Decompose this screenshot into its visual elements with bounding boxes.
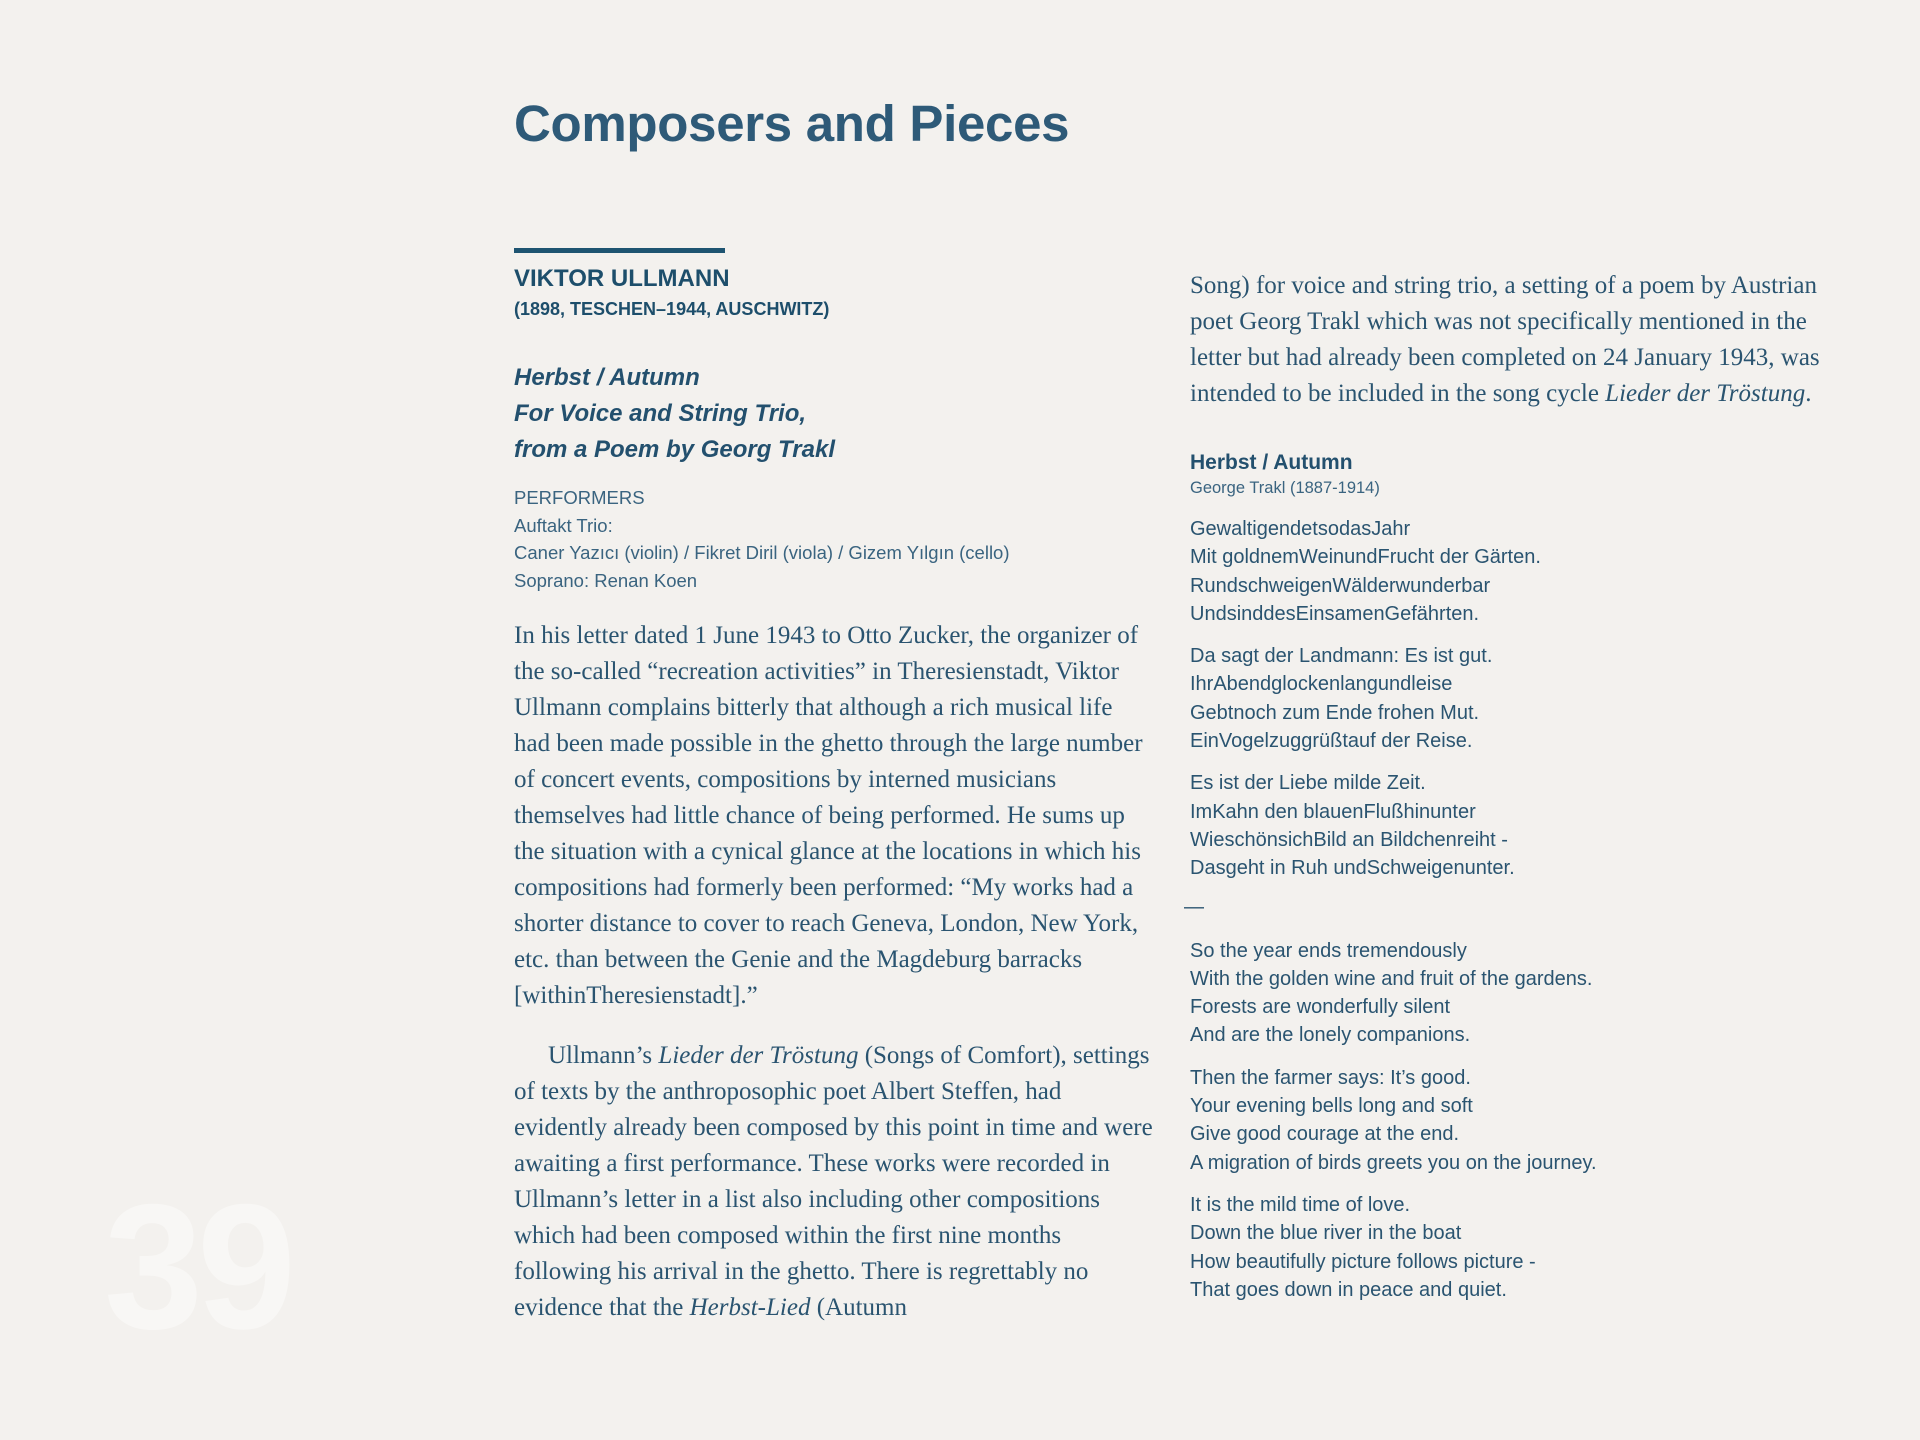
composer-dates: (1898, TESCHEN–1944, AUSCHWITZ) (514, 299, 830, 319)
poem-line: GewaltigendetsodasJahr (1190, 518, 1411, 540)
poem-line: It is the mild time of love. (1190, 1193, 1411, 1216)
performers-line: Auftakt Trio: (514, 514, 613, 536)
performers-line: Caner Yazıcı (violin) / Fikret Diril (viola) / Gizem Yılgın (cello) (514, 542, 1010, 563)
poem-line: RundschweigenWälderwunderbar (1190, 574, 1491, 597)
poem-line: Then the farmer says: It’s good. (1190, 1066, 1471, 1089)
poem-stanza (1190, 937, 1830, 1050)
poem-title: Herbst / Autumn (1190, 451, 1353, 474)
body-text-run: Song) for voice and string trio, a setting of a poem by Austrian poet Georg Trakl which was not specifically mentioned in the letter but had already been completed on 24 January 1943, was intended to be included in the song cycle (1190, 272, 1820, 407)
poem-line: Down the blue river in the boat (1190, 1222, 1462, 1245)
section-rule (514, 248, 725, 253)
poem-stanza (1190, 642, 1830, 755)
page-number: 39 (104, 1167, 290, 1366)
poem-line: Your evening bells long and soft (1190, 1095, 1473, 1118)
composer-name: VIKTOR ULLMANN (514, 265, 730, 292)
poem-separator: — (1184, 895, 1204, 918)
piece-title (514, 360, 1154, 468)
left-column (514, 262, 1154, 1326)
body-paragraph-3 (1190, 268, 1830, 412)
body-paragraph-1: In his letter dated 1 June 1943 to Otto Zucker, the organizer of the so-called “recreation activities” in Theresienstadt, Viktor Ullmann complains bitterly that although a rich musical life had been made possible in the ghetto through the large number of concert events, compositions by interned musicians themselves had little chance of being performed. He sums up the situation with a cynical glance at the locations in which his compositions had formerly been performed: “My works had a shorter distance to cover to reach Geneva, London, New York, etc. than between the Genie and the Magdeburg barracks [withinTheresienstadt].” (514, 622, 1143, 1009)
page-title: Composers and Pieces (514, 95, 1070, 152)
poem-line: Forests are wonderfully silent (1190, 996, 1451, 1019)
poem-line: Es ist der Liebe milde Zeit. (1190, 772, 1426, 795)
poem-line: That goes down in peace and quiet. (1190, 1278, 1507, 1301)
body-paragraph-2 (514, 1038, 1154, 1326)
poem-english (1190, 937, 1830, 1305)
poem-line: Mit goldnemWeinundFrucht der Gärten. (1190, 546, 1541, 569)
poem-line: Give good courage at the end. (1190, 1123, 1460, 1146)
performers-block (514, 484, 1154, 594)
poem-line: A migration of birds greets you on the journey. (1190, 1151, 1597, 1174)
body-text-run: (Autumn (810, 1294, 907, 1321)
body-text-run: (Songs of Comfort), settings of texts by the anthroposophic poet Albert Steffen, had evidently already been composed by this point in time and were awaiting a first performance. These works were recorded in Ullmann’s letter in a list also including other compositions which had been composed within the first nine months following his arrival in the ghetto. There is regrettably no evidence that the (514, 1042, 1153, 1321)
poem-line: With the golden wine and fruit of the gardens. (1190, 967, 1593, 990)
poem-line: How beautifully picture follows picture - (1190, 1250, 1536, 1273)
right-column (1184, 268, 1830, 1318)
piece-title-line: For Voice and String Trio, (514, 400, 807, 427)
poem-line: WieschönsichBild an Bildchenreiht - (1190, 828, 1508, 851)
body-italic-title: Lieder der Tröstung (1605, 380, 1806, 407)
poem-stanza (1190, 515, 1830, 628)
body-italic-title: Lieder der Tröstung (658, 1042, 859, 1069)
poem-author: George Trakl (1887-1914) (1190, 479, 1380, 497)
poem-line: Da sagt der Landmann: Es ist gut. (1190, 645, 1493, 668)
poem-stanza (1190, 1064, 1830, 1177)
poem-stanza (1190, 1191, 1830, 1304)
poem-line: And are the lonely companions. (1190, 1024, 1471, 1047)
performers-heading: PERFORMERS (514, 487, 645, 508)
poem-line: ImKahn den blauenFlußhinunter (1190, 800, 1476, 823)
poem-stanza (1190, 769, 1830, 882)
body-italic-title: Herbst-Lied (689, 1294, 811, 1321)
poem-line: EinVogelzuggrüßtauf der Reise. (1190, 730, 1473, 753)
performers-line: Soprano: Renan Koen (514, 569, 698, 591)
poem-line: IhrAbendglockenlangundleise (1190, 673, 1453, 696)
poem-line: UndsinddesEinsamenGefährten. (1190, 602, 1480, 625)
body-text-run: Ullmann’s (548, 1042, 659, 1069)
piece-title-line: Herbst / Autumn (514, 364, 700, 391)
poem-german (1190, 515, 1830, 883)
poem-line: Dasgeht in Ruh undSchweigenunter. (1190, 857, 1515, 880)
poem-line: So the year ends tremendously (1190, 939, 1467, 962)
body-text-run: . (1805, 380, 1812, 407)
piece-title-line: from a Poem by Georg Trakl (514, 436, 835, 463)
poem-line: Gebtnoch zum Ende frohen Mut. (1190, 701, 1480, 724)
